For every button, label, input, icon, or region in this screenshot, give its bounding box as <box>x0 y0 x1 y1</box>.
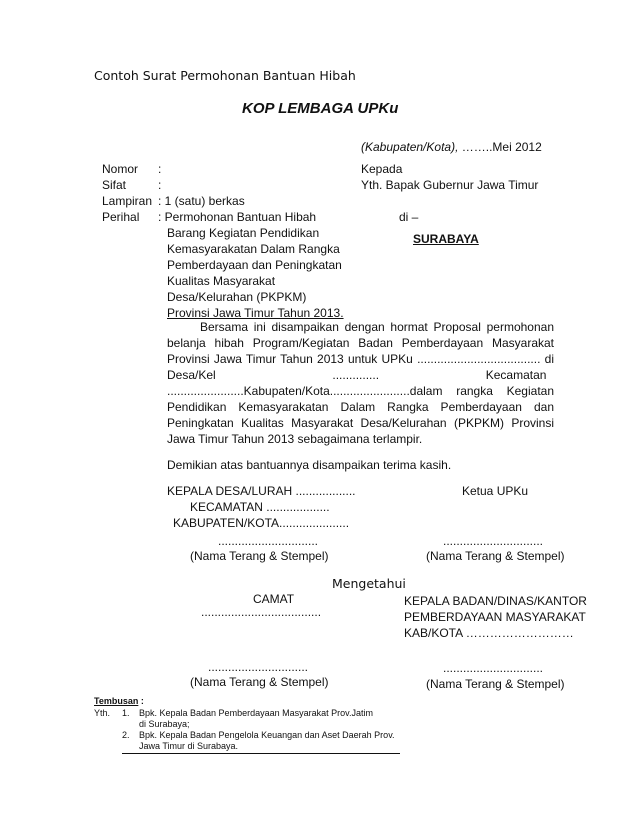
perihal-line-last: Provinsi Jawa Timur Tahun 2013. <box>167 306 344 320</box>
recipient-kepada: Kepada <box>361 162 403 176</box>
closing-line: Demikian atas bantuannya disampaikan terima kasih. <box>167 458 452 472</box>
signature-dots-right: .............................. <box>443 534 544 548</box>
perihal-line: Kemasyarakatan Dalam Rangka <box>167 242 340 256</box>
recipient-name: Yth. Bapak Gubernur Jawa Timur <box>361 178 539 192</box>
sifat-colon: : <box>158 178 162 192</box>
tembusan-label: Tembusan <box>94 696 139 706</box>
perihal-line: Barang Kegiatan Pendidikan <box>167 226 320 240</box>
camat-title: CAMAT <box>253 592 295 606</box>
perihal-value: : Permohonan Bantuan Hibah <box>158 210 317 224</box>
document-heading: Contoh Surat Permohonan Bantuan Hibah <box>94 68 356 83</box>
tembusan-item-line: Jawa Timur di Surabaya. <box>139 741 239 751</box>
ketua-upku-title: Ketua UPKu <box>462 484 529 498</box>
sifat-label: Sifat <box>102 178 127 192</box>
body-line: Jawa Timur Tahun 2013 sebagaimana terlampir. <box>167 432 423 446</box>
kepala-badan-line: KEPALA BADAN/DINAS/KANTOR <box>404 594 587 608</box>
place-date-location: (Kabupaten/Kota), <box>361 140 459 154</box>
kepala-desa-title: KEPALA DESA/LURAH .................. <box>167 484 356 498</box>
signature-dots-left: .............................. <box>218 534 319 548</box>
letterhead-title: KOP LEMBAGA UPKu <box>242 100 399 117</box>
place-date-month: ……..Mei 2012 <box>458 140 542 154</box>
nomor-colon: : <box>158 162 162 176</box>
tembusan-divider <box>122 753 400 754</box>
tembusan-item-line: Bpk. Kepala Badan Pemberdayaan Masyarakat Prov.Jatim <box>139 708 373 718</box>
tembusan-item-line: Bpk. Kepala Badan Pengelola Keuangan dan Aset Daerah Prov. <box>139 730 395 740</box>
lampiran-label: Lampiran <box>102 194 153 208</box>
name-stamp-right-2: (Nama Terang & Stempel) <box>426 677 565 691</box>
mengetahui-label: Mengetahui <box>332 576 406 591</box>
tembusan-heading <box>94 696 144 706</box>
recipient-city: SURABAYA <box>413 232 479 246</box>
tembusan-yth: Yth. <box>94 708 111 718</box>
kepala-badan-line: PEMBERDAYAAN MASYARAKAT <box>404 610 586 624</box>
tembusan-item-line: di Surabaya; <box>139 719 190 729</box>
body-line: Pendidikan Kemasyarakatan Dalam Rangka Pemberdayaan dan <box>167 400 554 414</box>
name-stamp-right: (Nama Terang & Stempel) <box>426 549 565 563</box>
kabupaten-line: KABUPATEN/KOTA..................... <box>173 516 350 530</box>
name-stamp-left-2: (Nama Terang & Stempel) <box>190 675 329 689</box>
kecamatan-line: KECAMATAN ................... <box>190 500 330 514</box>
body-line: Peningkatan Kualitas Masyarakat Desa/Kelurahan (PKPKM) Provinsi <box>167 416 554 430</box>
recipient-di: di – <box>399 210 419 224</box>
signature-dots-right-2: .............................. <box>443 661 544 675</box>
perihal-line: Desa/Kelurahan (PKPKM) <box>167 290 307 304</box>
nomor-label: Nomor <box>102 162 139 176</box>
perihal-line: Pemberdayaan dan Peningkatan <box>167 258 342 272</box>
lampiran-value: : 1 (satu) berkas <box>158 194 245 208</box>
body-line: Provinsi Jawa Timur Tahun 2013 untuk UPKu ..................................... di <box>167 352 554 366</box>
signature-dots-left-2: .............................. <box>208 660 309 674</box>
body-line: belanja hibah Program/Kegiatan Badan Pemberdayaan Masyarakat <box>167 336 554 350</box>
perihal-label: Perihal <box>102 210 140 224</box>
tembusan-item-number: 2. <box>122 730 130 740</box>
kepala-badan-line: KAB/KOTA ……………………… <box>404 626 574 640</box>
body-line: Bersama ini disampaikan dengan hormat Proposal permohonan <box>200 320 554 334</box>
tembusan-colon: : <box>138 696 144 706</box>
body-line: Desa/Kel .............. Kecamatan <box>167 368 547 382</box>
place-date <box>361 140 542 154</box>
body-line: .......................Kabupaten/Kota........................dalam rangka Kegiatan <box>167 384 554 398</box>
perihal-line: Kualitas Masyarakat <box>167 274 276 288</box>
camat-dots: .................................... <box>201 605 322 619</box>
name-stamp-left: (Nama Terang & Stempel) <box>190 549 329 563</box>
tembusan-item-number: 1. <box>122 708 130 718</box>
